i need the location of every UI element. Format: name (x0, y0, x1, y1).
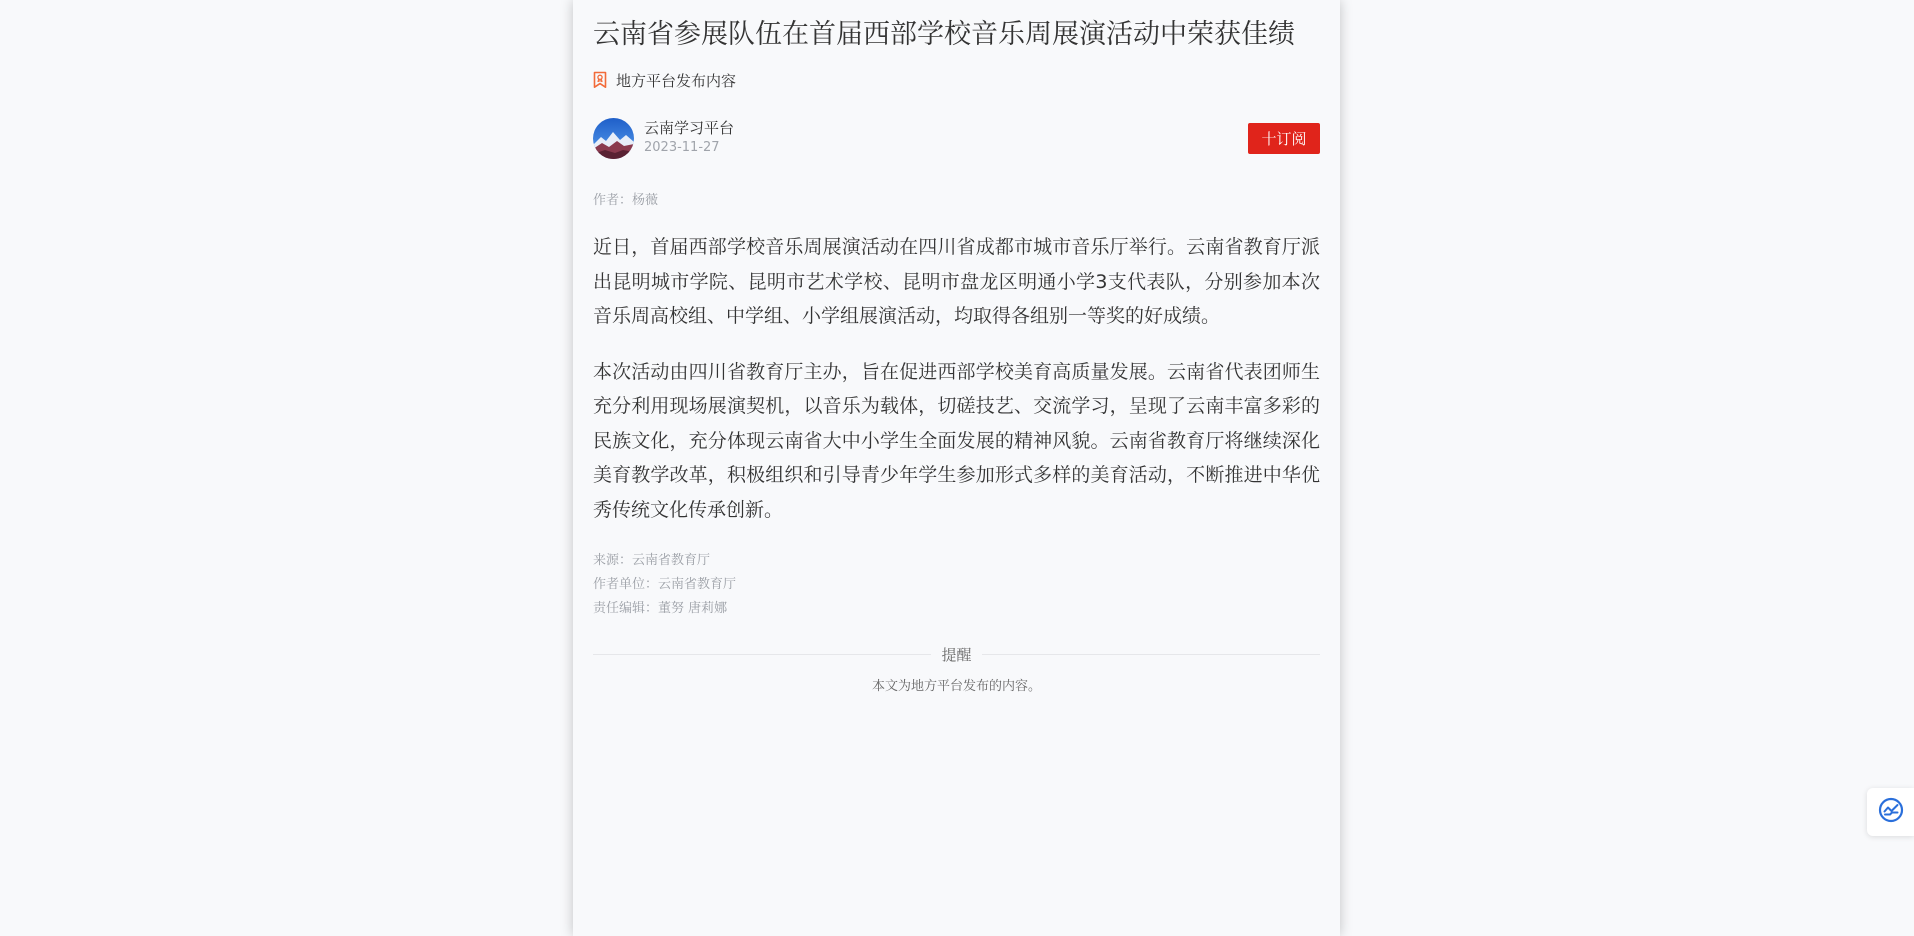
article-paragraph-1: 近日，首届西部学校音乐周展演活动在四川省成都市城市音乐厅举行。云南省教育厅派出昆明城市学院、昆明市艺术学校、昆明市盘龙区明通小学3支代表队，分别参加本次音乐周高校组、中学组、小学组展演活动，均取得各组别一等奖的好成绩。 (593, 236, 1320, 327)
author-row (593, 117, 1320, 159)
author-line: 作者：杨薇 (593, 193, 659, 208)
reminder-label: 提醒 (931, 644, 981, 665)
article-paragraph-2: 本次活动由四川省教育厅主办，旨在促进西部学校美育高质量发展。云南省代表团师生充分利用现场展演契机，以音乐为载体，切磋技艺、交流学习，呈现了云南丰富多彩的民族文化，充分体现云南省大中小学生全面发展的精神风貌。云南省教育厅将继续深化美育教学改革，积极组织和引导青少年学生参加形式多样的美育活动，不断推进中华优秀传统文化传承创新。 (593, 360, 1320, 521)
subscribe-button[interactable]: 十订阅 (1248, 123, 1320, 154)
refresh-logo-icon (1878, 797, 1904, 827)
reminder-divider (593, 643, 1320, 665)
bookmark-icon (593, 71, 607, 89)
reminder-text: 本文为地方平台发布的内容。 (871, 679, 1041, 694)
article-container (573, 0, 1340, 936)
floating-action-button[interactable] (1867, 788, 1914, 836)
avatar[interactable] (593, 118, 634, 159)
post-date: 2023-11-27 (644, 140, 720, 155)
article-footer-meta (593, 549, 1320, 621)
article-title: 云南省参展队伍在首届西部学校音乐周展演活动中荣获佳绩 (593, 19, 1295, 50)
source-line: 来源：云南省教育厅 (593, 553, 711, 568)
editor-line: 责任编辑：董努 唐莉娜 (593, 601, 728, 616)
author-unit-line: 作者单位：云南省教育厅 (593, 577, 737, 592)
platform-name[interactable]: 云南学习平台 (644, 119, 735, 137)
source-tag-label: 地方平台发布内容 (616, 71, 737, 90)
author-meta (644, 119, 734, 157)
source-tag (593, 69, 1320, 91)
